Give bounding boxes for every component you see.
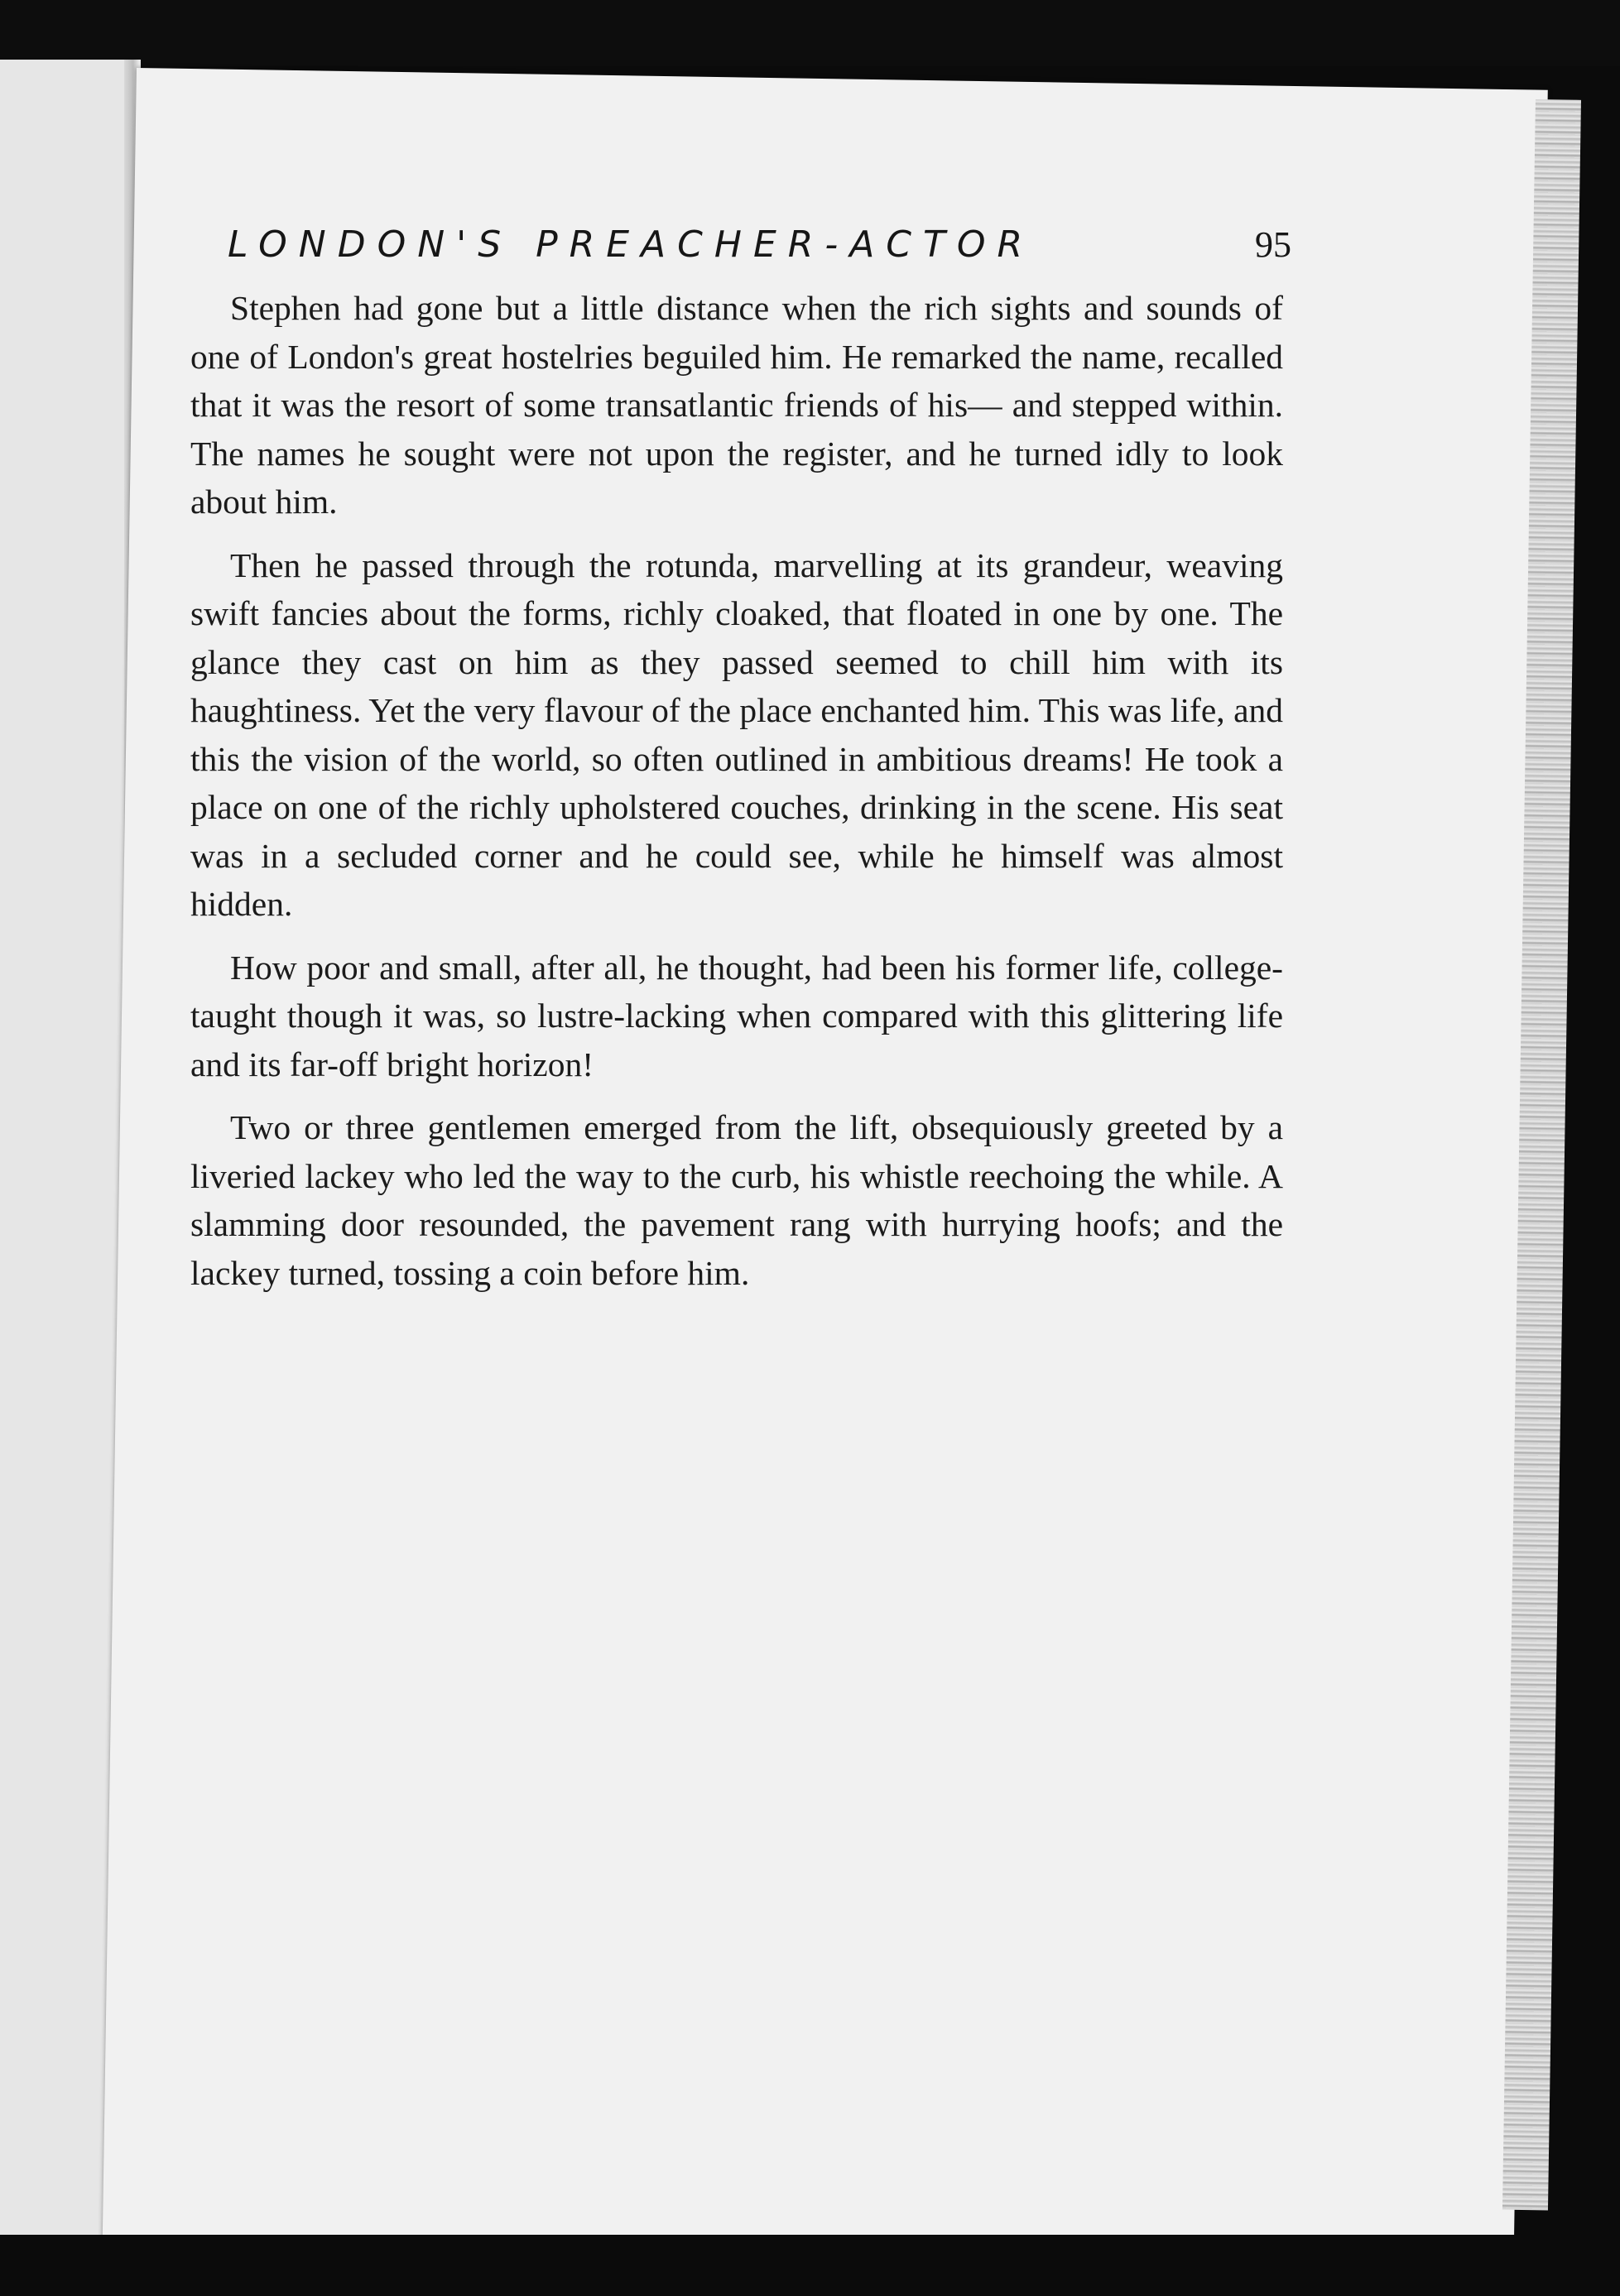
paragraph-1: Stephen had gone but a little distance when the rich sights and sounds of one of London's great hostelries beguiled him. He remarked the name, recalled that it was the resort of some transatlantic friends of his— and stepped within. The names he sought were not upon the register, and he turned idly to look about him. [190, 289, 1283, 521]
page-content [190, 223, 1291, 1312]
page-number: 95 [1255, 224, 1291, 265]
running-title: LONDON'S PREACHER-ACTOR [228, 223, 1035, 266]
scan-border-bottom [0, 2235, 1620, 2296]
scan-border-top [0, 0, 1620, 66]
running-head [228, 223, 1291, 266]
paragraph-3: How poor and small, after all, he thought, had been his former life, college-taught though it was, so lustre-lacking when compared with this glittering life and its far-off bright horizon! [190, 948, 1283, 1083]
paragraph-4: Two or three gentlemen emerged from the lift, obsequiously greeted by a liveried lackey who led the way to the curb, his whistle reechoing the while. A slamming door resounded, the pavement rang with hurrying hoofs; and the lackey turned, tossing a coin before him. [190, 1108, 1283, 1292]
paragraph-2: Then he passed through the rotunda, marvelling at its grandeur, weaving swift fancies about the forms, richly cloaked, that floated in one by one. The glance they cast on him as they passed seemed to chill him with its haughtiness. Yet the very flavour of the place enchanted him. This was life, and this the vision of the world, so often outlined in ambitious dreams! He took a place on one of the richly upholstered couches, drinking in the scene. His seat was in a secluded corner and he could see, while he himself was almost hidden. [190, 545, 1283, 923]
